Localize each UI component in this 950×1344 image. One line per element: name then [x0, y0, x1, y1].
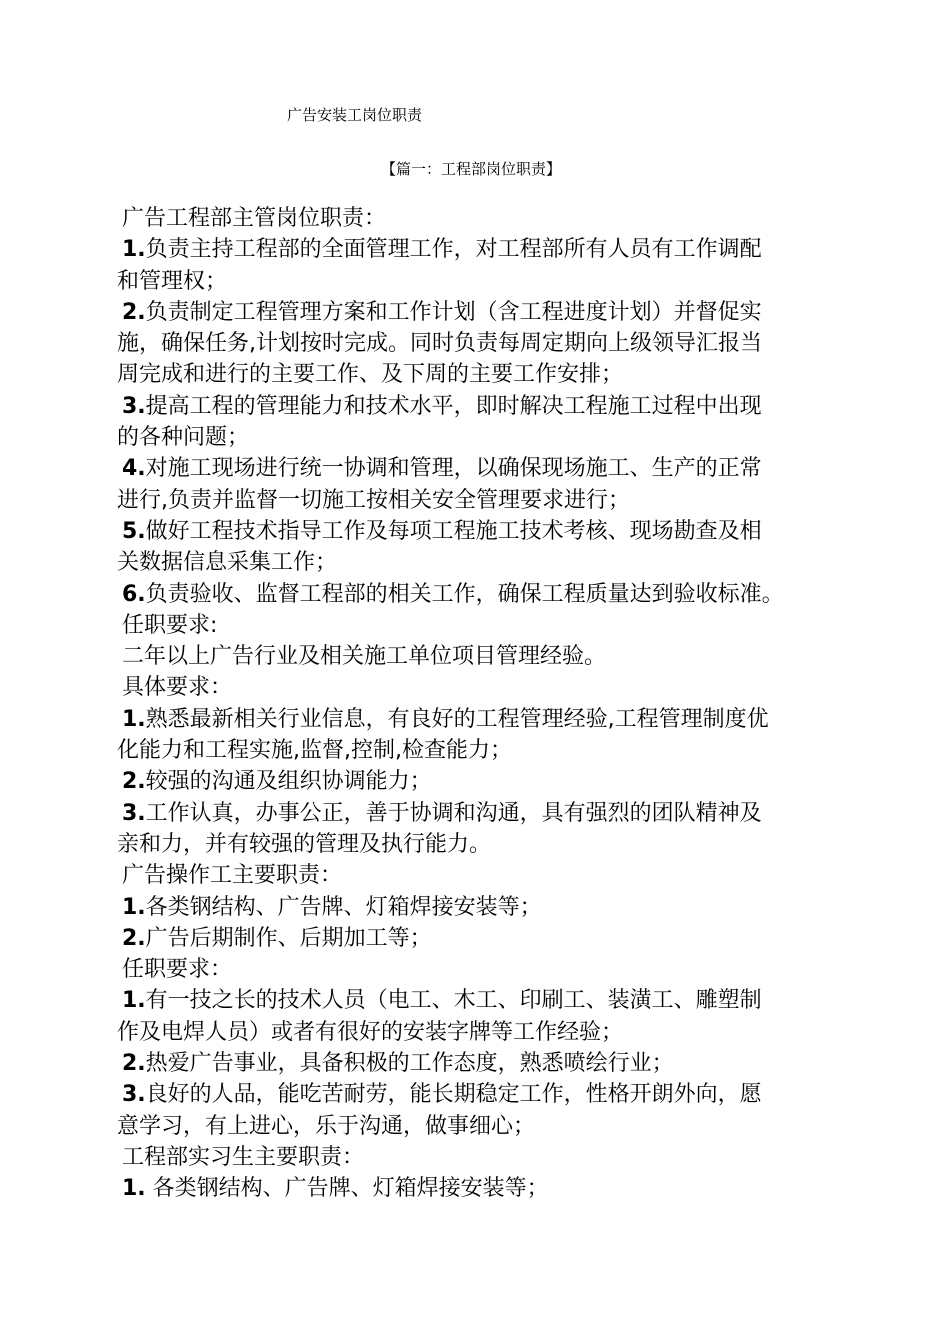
line-text: 各类钢结构、广告牌、灯箱焊接安装等；	[145, 894, 542, 920]
text-line	[117, 610, 837, 641]
list-number: 1.	[122, 706, 146, 732]
line-text: 广告后期制作、后期加工等；	[145, 925, 432, 951]
line-text: 有一技之长的技术人员（电工、木工、印刷工、装潢工、雕塑制	[145, 988, 762, 1014]
line-text: 负责主持工程部的全面管理工作，对工程部所有人员有工作调配	[145, 237, 762, 263]
line-text: 提高工程的管理能力和技术水平，即时解决工程施工过程中出现	[145, 393, 762, 419]
text-line	[117, 359, 837, 390]
line-text: 良好的人品，能吃苦耐劳，能长期稳定工作，性格开朗外向，愿	[145, 1082, 762, 1108]
list-number: 4.	[122, 456, 146, 482]
list-number: 3.	[122, 800, 146, 826]
list-number: 2.	[122, 925, 146, 951]
list-number: 3.	[122, 393, 146, 419]
text-line	[117, 954, 837, 985]
text-line	[117, 1111, 837, 1142]
text-line	[117, 1173, 837, 1204]
line-text: 亲和力，并有较强的管理及执行能力。	[117, 831, 492, 857]
list-number: 3.	[122, 1082, 146, 1108]
line-text: 热爱广告事业，具备积极的工作态度，熟悉喷绘行业；	[145, 1051, 674, 1077]
text-line	[117, 892, 837, 923]
list-number: 2.	[122, 299, 146, 325]
text-line	[117, 860, 837, 891]
line-text: 广告操作工主要职责：	[122, 863, 343, 889]
list-number: 1.	[122, 894, 146, 920]
line-text: 工作认真，办事公正，善于协调和沟通，具有强烈的团队精神及	[145, 800, 762, 826]
text-line	[117, 579, 837, 610]
line-text: 任职要求：	[122, 957, 233, 983]
text-line	[117, 453, 837, 484]
list-number: 2.	[122, 769, 146, 795]
text-line	[117, 234, 837, 265]
line-text: 周完成和进行的主要工作、及下周的主要工作安排；	[117, 362, 624, 388]
line-text: 作及电焊人员）或者有很好的安装字牌等工作经验；	[117, 1019, 624, 1045]
text-line	[117, 641, 837, 672]
text-line	[117, 297, 837, 328]
text-line	[117, 735, 837, 766]
document-title: 广告安装工岗位职责	[287, 106, 423, 124]
text-line	[117, 203, 837, 234]
text-line	[117, 1048, 837, 1079]
text-line	[117, 485, 837, 516]
text-line	[117, 766, 837, 797]
line-text: 负责制定工程管理方案和工作计划（含工程进度计划）并督促实	[145, 299, 762, 325]
text-line	[117, 704, 837, 735]
line-text: 负责验收、监督工程部的相关工作，确保工程质量达到验收标准。	[145, 581, 784, 607]
list-number: 1.	[122, 237, 146, 263]
line-text: 工程部实习生主要职责：	[122, 1144, 365, 1170]
line-text: 较强的沟通及组织协调能力；	[145, 769, 432, 795]
text-line	[117, 547, 837, 578]
text-line	[117, 422, 837, 453]
document-body	[117, 203, 837, 1205]
text-line	[117, 1017, 837, 1048]
line-text: 和管理权；	[117, 268, 228, 294]
line-text: 的各种问题；	[117, 425, 250, 451]
text-line	[117, 829, 837, 860]
line-text: 做好工程技术指导工作及每项工程施工技术考核、现场勘查及相	[145, 518, 762, 544]
text-line	[117, 391, 837, 422]
list-number: 5.	[122, 518, 146, 544]
line-text: 对施工现场进行统一协调和管理，以确保现场施工、生产的正常	[145, 456, 762, 482]
text-line	[117, 1142, 837, 1173]
line-text: 施，确保任务,计划按时完成。同时负责每周定期向上级领导汇报当	[117, 331, 762, 357]
text-line	[117, 1079, 837, 1110]
list-number: 6.	[122, 581, 146, 607]
line-text: 各类钢结构、广告牌、灯箱焊接安装等；	[145, 1176, 549, 1202]
line-text: 进行,负责并监督一切施工按相关安全管理要求进行；	[117, 487, 630, 513]
line-text: 任职要求:	[122, 612, 218, 638]
line-text: 意学习，有上进心，乐于沟通，做事细心；	[117, 1113, 536, 1139]
text-line	[117, 798, 837, 829]
list-number: 1.	[122, 1176, 146, 1202]
line-text: 二年以上广告行业及相关施工单位项目管理经验。	[122, 644, 607, 670]
text-line	[117, 516, 837, 547]
section-heading: 【篇一：工程部岗位职责】	[381, 160, 562, 178]
text-line	[117, 328, 837, 359]
text-line	[117, 672, 837, 703]
list-number: 2.	[122, 1051, 146, 1077]
line-text: 化能力和工程实施,监督,控制,检查能力；	[117, 738, 512, 764]
text-line	[117, 266, 837, 297]
list-number: 1.	[122, 988, 146, 1014]
line-text: 关数据信息采集工作；	[117, 550, 338, 576]
line-text: 熟悉最新相关行业信息，有良好的工程管理经验,工程管理制度优	[145, 706, 769, 732]
text-line	[117, 923, 837, 954]
line-text: 广告工程部主管岗位职责：	[122, 206, 387, 231]
text-line	[117, 985, 837, 1016]
line-text: 具体要求：	[122, 675, 233, 701]
